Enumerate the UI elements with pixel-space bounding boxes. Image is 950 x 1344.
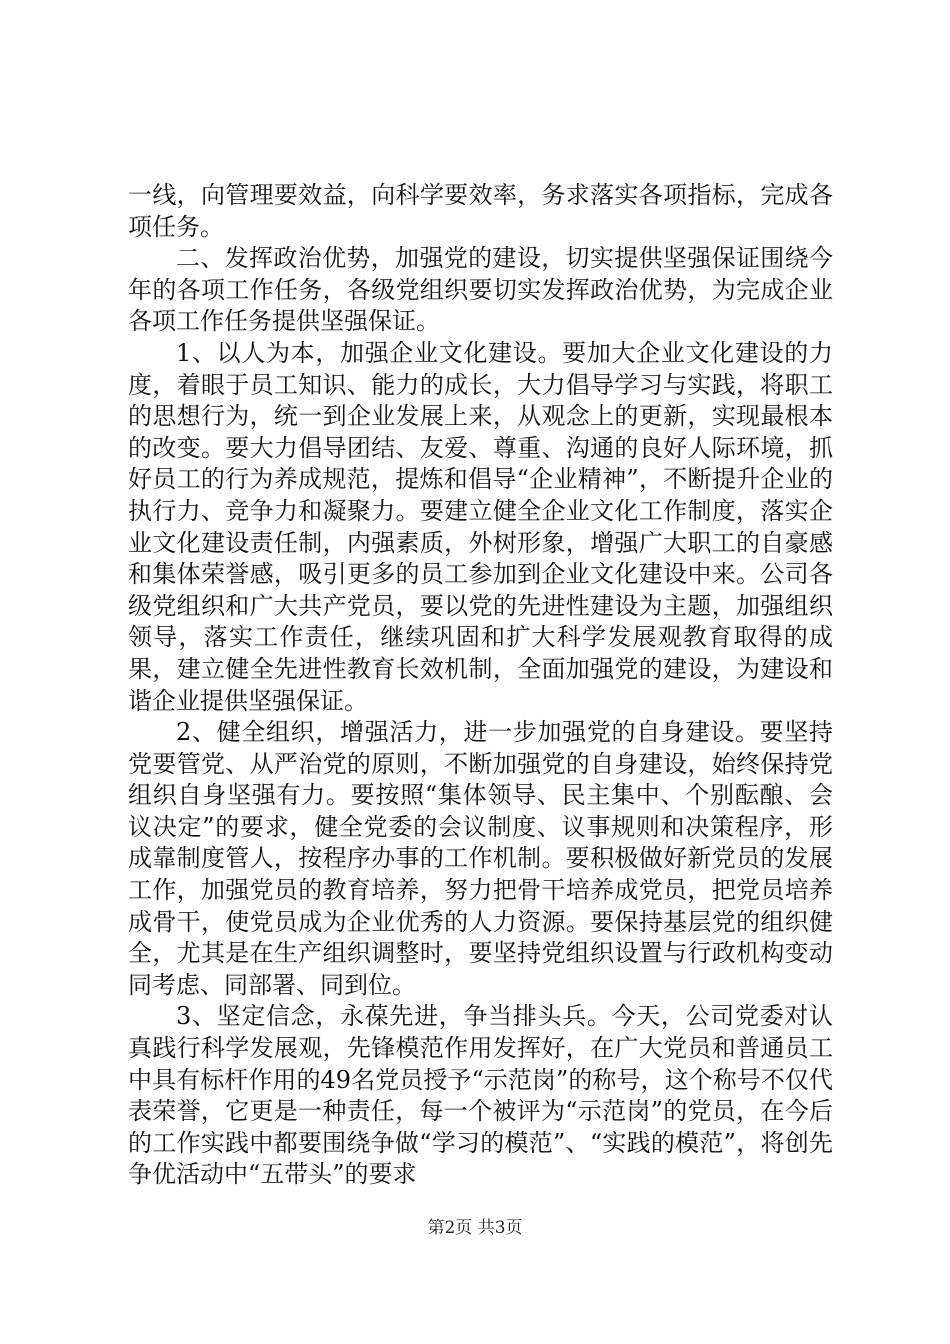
paragraph-item-2: 2、健全组织，增强活力，进一步加强党的自身建设。要坚持党要管党、从严治党的原则，不断加强党的自身建设，始终保持党组织自身坚强有力。要按照“集体领导、民主集中、个别酝酿、会议决定”的要求，健全党委的会议制度、议事规则和决策程序，形成靠制度管人，按程序办事的工作机制。要积极做好新党员的发展工作，加强党员的教育培养，努力把骨干培养成党员，把党员培养成骨干，使党员成为企业优秀的人力资源。要保持基层党的组织健全，尤其是在生产组织调整时，要坚持党组织设置与行政机构变动同考虑、同部署、同到位。 [128, 718, 833, 999]
page-number-footer: 第2页 共3页 [427, 1218, 523, 1238]
paragraph-item-3: 3、坚定信念，永葆先进，争当排头兵。今天，公司党委对认真践行科学发展观，先锋模范作用发挥好，在广大党员和普通员工中具有标杆作用的49名党员授予“示范岗”的称号，这个称号不仅代表荣誉，它更是一种责任，每一个被评为“示范岗”的党员，在今后的工作实践中都要围绕争做“学习的模范”、“实践的模范”，将创先争优活动中“五带头”的要求 [128, 1002, 833, 1189]
paragraph-continuation: 一线，向管理要效益，向科学要效率，务求落实各项指标，完成各项任务。 [128, 181, 833, 241]
document-body [128, 180, 833, 1191]
paragraph-section-two-heading: 二、发挥政治优势，加强党的建设，切实提供坚强保证围绕今年的各项工作任务，各级党组织要切实发挥政治优势，为完成企业各项工作任务提供坚强保证。 [128, 244, 833, 336]
paragraph-item-1: 1、以人为本，加强企业文化建设。要加大企业文化建设的力度，着眼于员工知识、能力的成长，大力倡导学习与实践，将职工的思想行为，统一到企业发展上来，从观念上的更新，实现最根本的改变。要大力倡导团结、友爱、尊重、沟通的良好人际环境，抓好员工的行为养成规范，提炼和倡导“企业精神”，不断提升企业的执行力、竞争力和凝聚力。要建立健全企业文化工作制度，落实企业文化建设责任制，内强素质，外树形象，增强广大职工的自豪感和集体荣誉感，吸引更多的员工参加到企业文化建设中来。公司各级党组织和广大共产党员，要以党的先进性建设为主题，加强组织领导，落实工作责任，继续巩固和扩大科学发展观教育取得的成果，建立健全先进性教育长效机制，全面加强党的建设，为建设和谐企业提供坚强保证。 [128, 338, 833, 715]
